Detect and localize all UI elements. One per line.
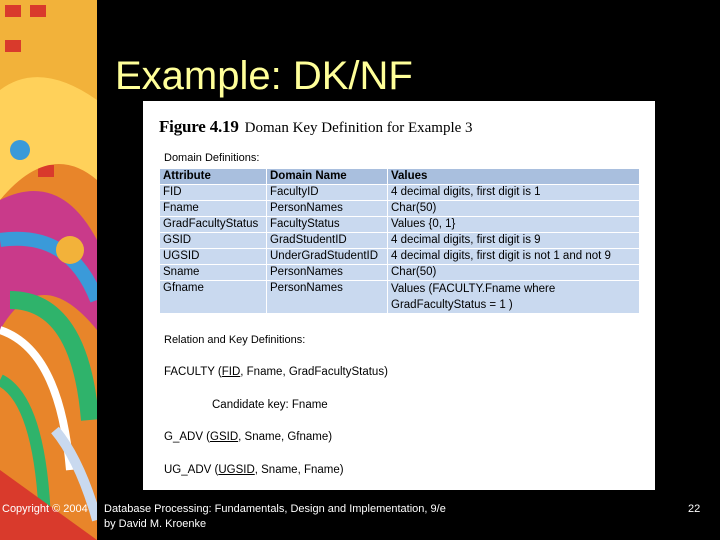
table-row <box>160 185 640 201</box>
attribute-cell: GradFacultyStatus <box>160 217 267 233</box>
domain-definitions-label: Domain Definitions: <box>164 152 260 164</box>
values-cell: 4 decimal digits, first digit is not 1 and not 9 <box>388 249 640 265</box>
slide-title: Example: DK/NF <box>115 54 413 98</box>
attribute-cell: FID <box>160 185 267 201</box>
column-header: Domain Name <box>267 169 388 185</box>
values-cell: 4 decimal digits, first digit is 1 <box>388 185 640 201</box>
figure-image <box>143 101 655 490</box>
candidate-key: Candidate key: Fname <box>212 399 328 411</box>
faculty-relation <box>164 366 388 378</box>
table-row <box>160 233 640 249</box>
domain-cell: FacultyStatus <box>267 217 388 233</box>
column-header: Attribute <box>160 169 267 185</box>
relation-name: UG_ADV ( <box>164 464 219 476</box>
table-row <box>160 265 640 281</box>
domain-cell: UnderGradStudentID <box>267 249 388 265</box>
relation-key: FID <box>221 366 241 378</box>
book-citation: Database Processing: Fundamentals, Design and Implementation, 9/e by David M. Kroenke <box>104 503 446 530</box>
column-header: Values <box>388 169 640 185</box>
domain-table <box>159 168 640 314</box>
relation-key: GSID <box>210 431 239 443</box>
table-row <box>160 201 640 217</box>
relation-name: G_ADV ( <box>164 431 211 443</box>
figure-caption: Doman Key Definition for Example 3 <box>244 120 473 136</box>
relation-attributes: , Sname, Fname) <box>254 464 344 476</box>
values-cell: Char(50) <box>388 201 640 217</box>
domain-cell: FacultyID <box>267 185 388 201</box>
attribute-cell: UGSID <box>160 249 267 265</box>
decorative-art-strip <box>0 0 97 540</box>
relation-name: FACULTY ( <box>164 366 222 378</box>
attribute-cell: Gfname <box>160 281 267 314</box>
table-row <box>160 249 640 265</box>
values-cell: 4 decimal digits, first digit is 9 <box>388 233 640 249</box>
domain-cell: PersonNames <box>267 265 388 281</box>
table-row <box>160 281 640 314</box>
g-adv-relation <box>164 431 332 443</box>
attribute-cell: Fname <box>160 201 267 217</box>
relation-attributes: , Fname, GradFacultyStatus) <box>240 366 388 378</box>
ug-adv-relation <box>164 464 344 476</box>
domain-cell: GradStudentID <box>267 233 388 249</box>
relation-key-label: Relation and Key Definitions: <box>164 334 306 346</box>
attribute-cell: Sname <box>160 265 267 281</box>
figure-header <box>159 117 473 137</box>
values-cell: Values {0, 1} <box>388 217 640 233</box>
domain-cell: PersonNames <box>267 201 388 217</box>
figure-number: Figure 4.19 <box>159 117 239 136</box>
copyright-text: Copyright © 2004 <box>2 503 88 515</box>
values-cell: Values (FACULTY.Fname where GradFacultyStatus = 1 ) <box>388 281 640 314</box>
values-cell: Char(50) <box>388 265 640 281</box>
relation-attributes: , Sname, Gfname) <box>238 431 333 443</box>
page-number: 22 <box>688 503 701 515</box>
domain-cell: PersonNames <box>267 281 388 314</box>
attribute-cell: GSID <box>160 233 267 249</box>
table-header-row <box>160 169 640 185</box>
table-row <box>160 217 640 233</box>
relation-key: UGSID <box>218 464 255 476</box>
